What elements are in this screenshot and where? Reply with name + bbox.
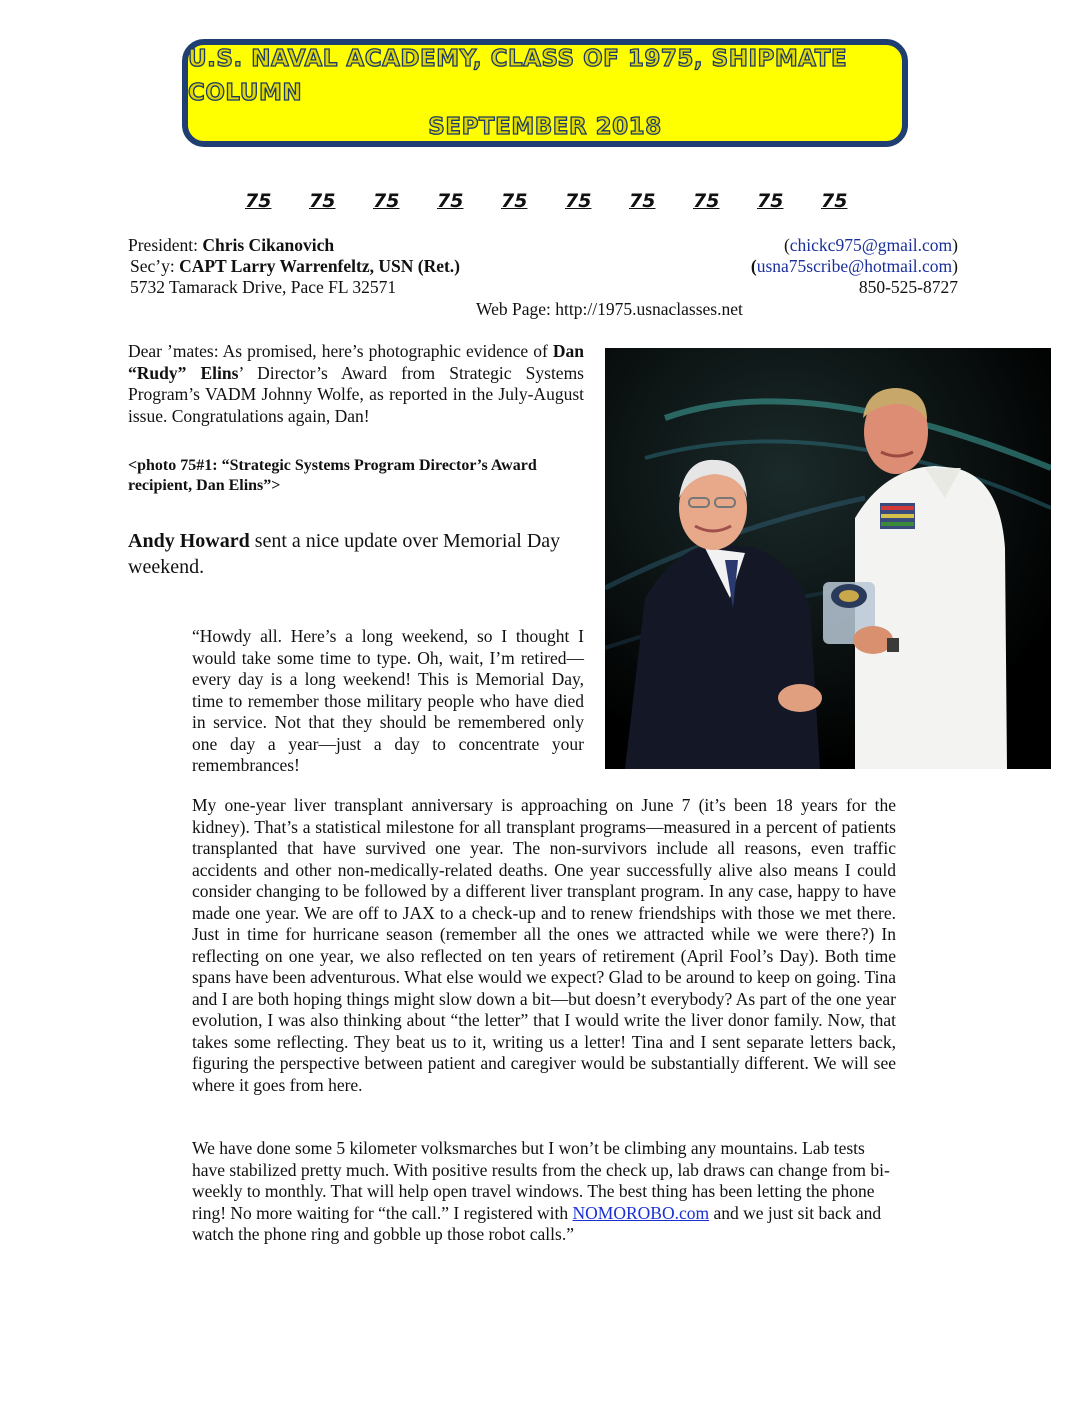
- title-banner: [182, 39, 908, 147]
- president-name: Chris Cikanovich: [202, 235, 335, 255]
- award-photo: [605, 348, 1051, 769]
- honoree-name: Dan “Rudy” Elins: [128, 341, 584, 383]
- phone-number: 850-525-8727: [858, 277, 958, 297]
- andy-name: Andy Howard: [128, 530, 250, 552]
- secretary-email-link[interactable]: usna75scribe@hotmail.com: [756, 256, 953, 276]
- secretary-line: Sec’y: CAPT Larry Warrenfeltz, USN (Ret.): [130, 256, 461, 276]
- secretary-name: CAPT Larry Warrenfeltz, USN (Ret.): [179, 256, 461, 276]
- quote-paragraph-1: “Howdy all. Here’s a long weekend, so I thought I would take some time to type. Oh, wait, I’m retired—every day is a long weekend! This is Memorial Day, time to remember those military people who have died in service. Not that they should be remembered only one day a year—just a day to concentrate your remembrances!: [192, 626, 584, 775]
- class-number: 75: [501, 190, 528, 212]
- class-number: 75: [629, 190, 656, 212]
- class-number: 75: [437, 190, 464, 212]
- address: 5732 Tamarack Drive, Pace FL 32571: [130, 277, 397, 297]
- class-number: 75: [373, 190, 400, 212]
- award-photo-illustration: [605, 348, 1051, 769]
- class-number: 75: [309, 190, 336, 212]
- class-number: 75: [245, 190, 272, 212]
- banner-date: SEPTEMBER 2018: [428, 114, 662, 140]
- banner-title: U.S. NAVAL ACADEMY, CLASS OF 1975, SHIPMATE COLUMN: [188, 46, 848, 106]
- quote-paragraph-3: We have done some 5 kilometer volksmarches but I won’t be climbing any mountains. Lab tests have stabilized pretty much. With positive results from the check up, lab draws can change from bi-weekly to monthly. That will help open travel windows. The best thing has been letting the phone ring! No more waiting for “the call.” I registered with NOMOROBO.com and we just sit back and watch the phone ring and gobble up those robot calls.”: [192, 1138, 890, 1244]
- andy-intro: Andy Howard sent a nice update over Memorial Day weekend.: [128, 530, 561, 578]
- intro-paragraph: Dear ’mates: As promised, here’s photographic evidence of Dan “Rudy” Elins’ Director’s Award from Strategic Systems Program’s VADM Johnny Wolfe, as reported in the July-August issue. Congratulations again, Dan!: [128, 341, 584, 426]
- secretary-email-line: (usna75scribe@hotmail.com): [750, 256, 958, 276]
- class-number-row: [0, 190, 1088, 216]
- president-email-line: (chickc975@gmail.com): [783, 235, 958, 255]
- president-line: President: Chris Cikanovich: [128, 235, 335, 255]
- photo-caption: <photo 75#1: “Strategic Systems Program Director’s Award recipient, Dan Elins”>: [128, 457, 537, 494]
- class-number: 75: [693, 190, 720, 212]
- quote-paragraph-2: My one-year liver transplant anniversary is approaching on June 7 (it’s been 18 years for the kidney). That’s a statistical milestone for all transplant programs—measured in a percent of patients transplanted that have survived one year. The non-survivors include all reasons, even traffic accidents and other non-medically-related deaths. One year successfully alive also means I could consider changing to be followed by a different liver transplant program. In any case, happy to have made one year. We are off to JAX to a check-up and to renew friendships with those we met there. Just in time for hurricane season (remember all the ones we attracted while we were there?) In reflecting on one year, we also reflected on ten years of retirement (April Fool’s Day). Both time spans have been adventurous. What else would we expect? Glad to be around to keep on going. Tina and I are both hoping things might slow down a bit—but doesn’t everybody? As part of the one year evolution, I was also thinking about “the letter” that I would write the liver donor family. Now, that takes some reflecting. They beat us to it, writing us a letter! Tina and I sent separate letters back, figuring the perspective between patient and caregiver would be substantially different. We will see where it goes from here.: [192, 795, 896, 1095]
- class-number: 75: [821, 190, 848, 212]
- nomorobo-link[interactable]: NOMOROBO.com: [572, 1202, 710, 1223]
- class-number: 75: [757, 190, 784, 212]
- web-page[interactable]: Web Page: http://1975.usnaclasses.net: [476, 299, 743, 319]
- president-email-link[interactable]: chickc975@gmail.com: [789, 235, 953, 255]
- class-number: 75: [565, 190, 592, 212]
